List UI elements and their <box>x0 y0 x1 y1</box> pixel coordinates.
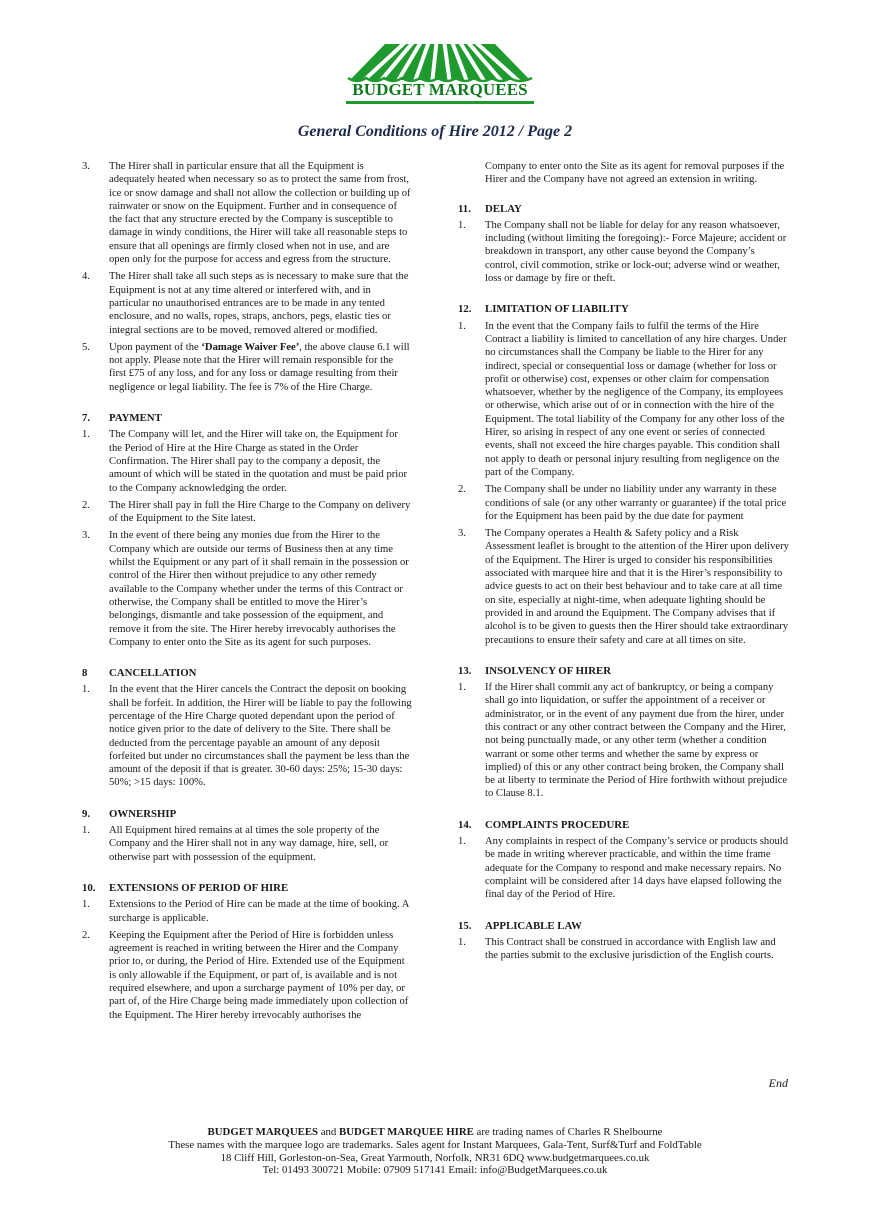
clause-text-part: Upon payment of the <box>109 341 202 353</box>
clause-number: 4. <box>82 271 90 283</box>
footer-text: are trading names of Charles R Shelbourne <box>473 1126 663 1138</box>
section-title: EXTENSIONS OF PERIOD OF HIRE <box>109 881 289 894</box>
section-title: PAYMENT <box>109 412 162 425</box>
section-number: 12. <box>458 303 472 316</box>
clause-7-3 <box>82 529 412 649</box>
section-number: 11. <box>458 202 471 215</box>
clause-text: The Company shall be under no liability under any warranty in these conditions of sale (or any other warranty or guarantee) if the total price for the Equipment has been paid by the due date for payment <box>485 484 787 522</box>
section-heading-law <box>458 920 790 933</box>
clause-number: 2. <box>82 929 90 941</box>
clause-number: 3. <box>82 161 90 172</box>
clause-text: In the event that the Company fails to fulfil the terms of the Hire Contract a liability is limited to cancellation of any hire charges. Under no circumstances shall the Company be liable to the Hirer for any indirect, special or consequential loss or damage (whether for loss or profit or otherwise) cost, expenses or other claim for compensation whatsoever, whether by the negligence of the Company, its employees or otherwise, which arise out of or in connection with the hire of the Equipment. The total liability of the Company for any other loss of the Hirer, so arising in respect of any one event or series of connected events, shall not exceed the hire charges payable. This condition shall not apply to death or personal injury resulting from negligence on the part of the Company. <box>485 320 787 478</box>
section-heading-complaints <box>458 819 790 832</box>
footer <box>0 1126 870 1177</box>
clause-number: 1. <box>82 899 90 911</box>
brand-name: BUDGET MARQUEES <box>352 80 528 99</box>
clause-10-2 <box>82 929 412 1022</box>
clause-number: 1. <box>82 684 90 696</box>
clause-8-1 <box>82 683 412 789</box>
section-heading-cancellation <box>82 667 412 680</box>
clause-12-1 <box>458 320 790 480</box>
clause-text: In the event of there being any monies due from the Hirer to the Company which are outside our terms of Business then at any time whilst the Equipment or any part of it shall remain in the possession or control of the Hirer then without prejudice to any other remedy available to the Company whether under the terms of this Contract or otherwise, the Company shall be entitled to move the Hirer’s belongings, dismantle and take possession of the equipment, and remove it from the site. The Hirer hereby irrevocably authorises the Company to enter onto the Site as its agent for such purposes. <box>109 530 409 648</box>
clause-number: 3. <box>458 528 466 540</box>
clause-text: All Equipment hired remains at al times the sole property of the Company and the Hirer shall not in any way damage, hire, sell, or otherwise part with possession of the equipment. <box>109 825 389 863</box>
clause-7-2 <box>82 499 412 526</box>
clause-number: 1. <box>458 682 466 694</box>
clause-number: 1. <box>82 825 90 837</box>
section-heading-delay <box>458 203 790 216</box>
clause-number: 1. <box>458 936 466 948</box>
clause-11-1 <box>458 219 790 285</box>
end-marker: End <box>768 1076 788 1090</box>
footer-line-1 <box>0 1126 870 1139</box>
section-title: INSOLVENCY OF HIRER <box>485 664 611 677</box>
section-heading-insolvency <box>458 665 790 678</box>
clause-text: The Company shall not be liable for delay for any reason whatsoever, including (without limiting the foregoing):- Force Majeure; accident or breakdown in transport, any other cause beyond the Company’s control, civil commotion, strike or lock-out; adverse wind or weather, loss or damage by fire or theft. <box>485 219 787 285</box>
section-title: OWNERSHIP <box>109 807 177 820</box>
clause-number: 5. <box>82 341 90 353</box>
clause-12-2 <box>458 483 790 523</box>
footer-contact: Tel: 01493 300721 Mobile: 07909 517141 Email: info@BudgetMarquees.co.uk <box>262 1164 608 1177</box>
clause-number: 1. <box>458 320 466 332</box>
clause-text: The Hirer shall in particular ensure that all the Equipment is adequately heated when necessary so as to protect the same from frost, ice or snow damage and shall not allow the collection or building up of rainwater or snow on the Equipment. Further and in consequence of the fact that any structure erected by the Company is susceptible to damage in windy conditions, the Hirer will take all reasonable steps to ensure that all openings are firmly closed when not in use, and are open only for the purpose for access and egress from the structure. <box>109 161 411 266</box>
section-heading-limitation <box>458 303 790 316</box>
section-title: LIMITATION OF LIABILITY <box>485 303 629 316</box>
clause-9-1 <box>82 824 412 864</box>
section-number: 10. <box>82 881 96 894</box>
clause-text: Keeping the Equipment after the Period of Hire is forbidden unless agreement is reached in writing between the Hirer and the Company prior to, or during, the Period of Hire. Extended use of the Equipment is only allowable if the Equipment, or part of, is available and is not required elsewhere, and upon a surcharge payment of 10% per day, or part of, of the Hire Charge being made immediately upon collection of the Equipment. The Hirer hereby irrevocably authorises the <box>109 929 409 1021</box>
clause-6-3 <box>82 160 412 266</box>
section-title: COMPLAINTS PROCEDURE <box>485 818 630 831</box>
footer-and: and <box>318 1126 340 1138</box>
section-title: CANCELLATION <box>109 667 197 680</box>
clause-text <box>109 341 412 394</box>
section-title: DELAY <box>485 202 522 215</box>
section-number: 7. <box>82 412 91 425</box>
clause-text: The Hirer shall take all such steps as is necessary to make sure that the Equipment is not at any time altered or interfered with, and in particular no unauthorised entrances are to be made in any tented enclosure, and no walls, ropes, straps, anchors, pegs, elastic ties or integral sections are to be moved, removed altered or modified. <box>109 271 409 336</box>
clause-number: 1. <box>82 429 90 441</box>
section-heading-ownership <box>82 808 412 821</box>
section-number: 13. <box>458 664 472 677</box>
clause-12-3 <box>458 527 790 647</box>
clause-text: The Company operates a Health & Safety policy and a Risk Assessment leaflet is brought to the attention of the Hirer upon delivery of the Equipment. The Hirer is urged to consider his responsibilities associated with marquee hire and that it is the Hirer’s responsibility to advice guests to act on their best behaviour and to take care at all time on site, especially at night-time, when adequate lighting should be provided in and around the Equipment. The Company advises that if alcohol is to be given to guests then the Hirer should take extraordinary precautions to ensure their safety and care at all times on site. <box>485 528 789 646</box>
clause-text-part: , the above clause 6.1 will not apply. Please note that the Hirer will remain responsible for the first £75 of any loss, and for any loss or damage resulting from their negligence or legal liability. The fee is 7% of the Hire Charge. <box>109 341 410 393</box>
footer-address: 18 Cliff Hill, Gorleston-on-Sea, Great Yarmouth, Norfolk, NR31 6DQ www.budgetmarquees.co.uk <box>220 1151 650 1164</box>
section-heading-extensions <box>82 882 412 895</box>
clause-text: The Hirer shall pay in full the Hire Charge to the Company on delivery of the Equipment to the Site latest. <box>109 499 411 525</box>
footer-line-2: These names with the marquee logo are trademarks. Sales agent for Instant Marquees, Gala-Tent, Surf&Turf and FoldTable <box>168 1138 702 1151</box>
clause-number: 1. <box>458 219 466 231</box>
clause-10-2-continued: Company to enter onto the Site as its agent for removal purposes if the Hirer and the Company have not agreed an extension in writing. <box>485 161 785 186</box>
right-column <box>458 160 790 966</box>
clause-10-1 <box>82 898 412 925</box>
page-title: General Conditions of Hire 2012 / Page 2 <box>297 123 573 140</box>
clause-7-1 <box>82 428 412 494</box>
clause-6-4 <box>82 270 412 336</box>
clause-13-1 <box>458 681 790 801</box>
section-number: 14. <box>458 818 472 831</box>
section-number: 9. <box>82 807 91 820</box>
clause-14-1 <box>458 835 790 901</box>
clause-number: 2. <box>458 484 466 496</box>
clause-number: 3. <box>82 530 90 542</box>
footer-brand: BUDGET MARQUEES <box>207 1126 319 1138</box>
clause-text: If the Hirer shall commit any act of bankruptcy, or being a company shall go into liquidation, or suffer the appointment of a receiver or administrator, or in the event of any payment due from the hirer, under this contract or any other contract between the Company and the Hirer, not being punctually made, or any other term (whether a condition warrant or some other terms and whether the same by express or implied) of this or any other contract being broken, the Company shall be at liberty to terminate the Period of Hire forthwith without prejudice to Clause 8.1. <box>485 682 788 800</box>
section-title: APPLICABLE LAW <box>485 919 582 932</box>
clause-text: Any complaints in respect of the Company’s service or products should be made in writing wherever practicable, and within the time frame adequate for the Company to respond and make necessary repairs. No complaint will be considered after 14 days have elapsed following the final day of the Period of Hire. <box>485 836 789 901</box>
section-number: 8 <box>82 667 88 680</box>
logo-underline <box>346 101 534 104</box>
section-heading-payment <box>82 412 412 425</box>
clause-6-5 <box>82 341 412 394</box>
clause-number: 2. <box>82 499 90 511</box>
clause-text: Extensions to the Period of Hire can be made at the time of booking. A surcharge is applicable. <box>109 899 409 924</box>
clause-15-1 <box>458 936 790 963</box>
footer-brand: BUDGET MARQUEE HIRE <box>339 1126 474 1138</box>
damage-waiver-fee-term: ‘Damage Waiver Fee’ <box>201 341 300 353</box>
clause-text: In the event that the Hirer cancels the Contract the deposit on booking shall be forfeit. In addition, the Hirer will be liable to pay the following percentage of the Hire Charge quoted dependant upon the period of notice given prior to the date of delivery to the Site. There shall be deducted from the percentage payable an amount of any deposit forfeited but under no circumstances shall the payment be less than the amount of the deposit if that is greater. 30-60 days: 25%; 15-30 days: 50%; >15 days: 100%. <box>109 684 412 789</box>
clause-text: This Contract shall be construed in accordance with English law and the parties submit to the exclusive jurisdiction of the English courts. <box>485 936 776 962</box>
clause-text: The Company will let, and the Hirer will take on, the Equipment for the Period of Hire at the Hire Charge as stated in the Order Confirmation. The Hirer shall pay to the company a deposit, the amount of which will be stated in the quotation and must be paid prior to the Company acknowledging the order. <box>109 429 408 494</box>
clause-number: 1. <box>458 836 466 848</box>
left-column <box>82 160 412 1026</box>
section-number: 15. <box>458 919 472 932</box>
